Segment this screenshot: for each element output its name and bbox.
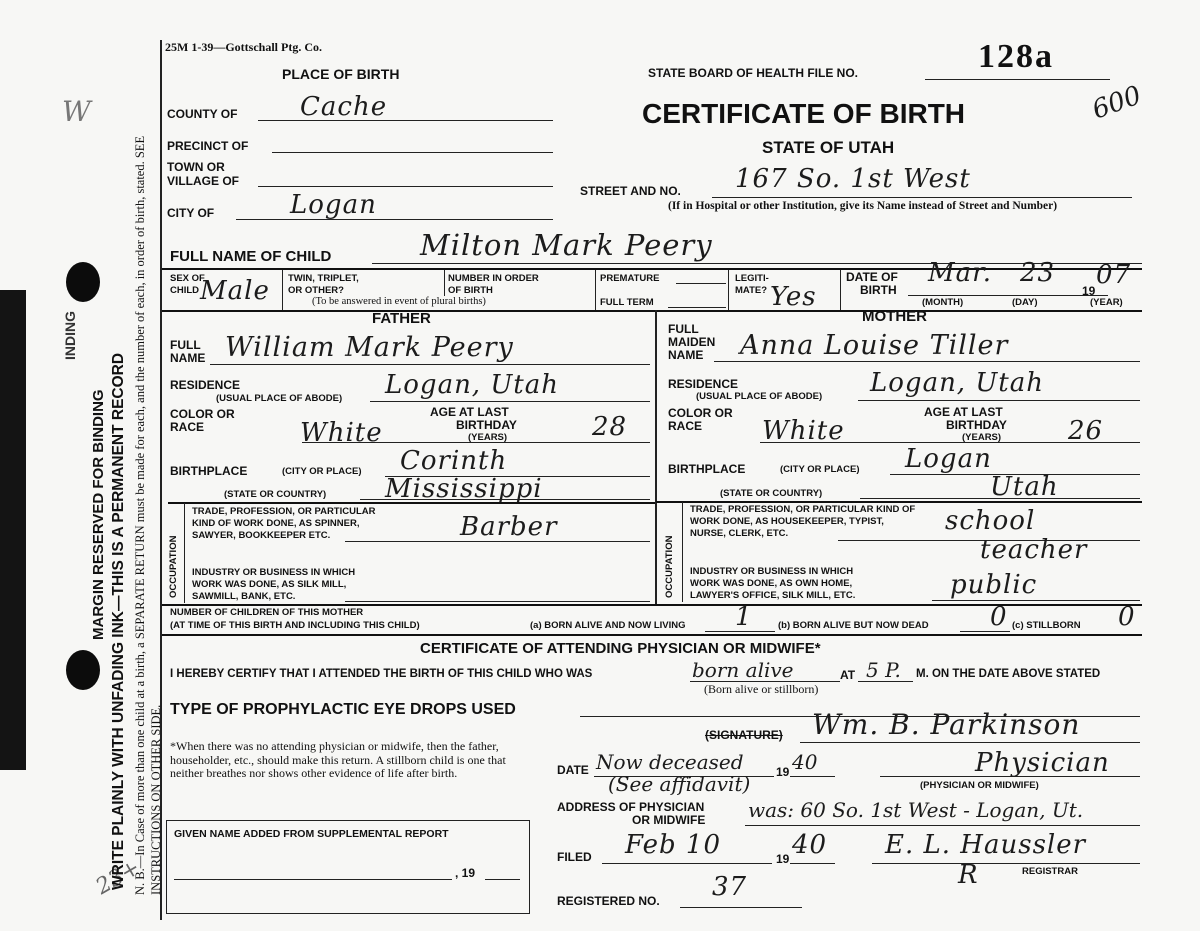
sex-label-2: CHILD xyxy=(170,285,200,296)
filed-year-prefix: 19 xyxy=(776,852,790,866)
city-label: CITY OF xyxy=(167,206,215,220)
stray-number: 600 xyxy=(1088,80,1146,126)
mother-occupation-label: OCCUPATION xyxy=(664,535,675,598)
sex-label: SEX OF xyxy=(170,273,205,284)
filed-label: FILED xyxy=(557,850,592,864)
stray-mark: W xyxy=(62,95,91,128)
eye-drops-label: TYPE OF PROPHYLACTIC EYE DROPS USED xyxy=(170,701,516,718)
father-birth-city: Corinth xyxy=(400,446,508,476)
certificate-title: CERTIFICATE OF BIRTH xyxy=(642,98,966,129)
supplemental-label: GIVEN NAME ADDED FROM SUPPLEMENTAL REPORT xyxy=(174,828,449,840)
year-caption: (YEAR) xyxy=(1090,297,1123,308)
date-note: (See affidavit) xyxy=(608,772,751,796)
father-trade-label-2: KIND OF WORK DONE, AS SPINNER, xyxy=(192,518,360,529)
twin-note: (To be answered in event of plural births) xyxy=(312,296,486,307)
address-label-2: OR MIDWIFE xyxy=(632,813,706,827)
mother-residence-value: Logan, Utah xyxy=(870,368,1044,398)
born-caption: (Born alive or stillborn) xyxy=(704,682,819,696)
state-heading: STATE OF UTAH xyxy=(762,138,895,157)
premature-label: PREMATURE xyxy=(600,273,660,284)
stray-mark: 23+ xyxy=(91,855,145,900)
order-label-2: OF BIRTH xyxy=(448,285,493,296)
physician-title-caption: (PHYSICIAN OR MIDWIFE) xyxy=(920,780,1039,791)
mother-city-caption: (CITY OR PLACE) xyxy=(780,464,860,475)
mother-age-label-2: BIRTHDAY xyxy=(946,418,1007,432)
physician-heading: CERTIFICATE OF ATTENDING PHYSICIAN OR MIDWIFE* xyxy=(420,640,821,657)
punch-hole xyxy=(66,262,100,302)
father-residence-value: Logan, Utah xyxy=(385,370,559,400)
day-caption: (DAY) xyxy=(1012,297,1038,308)
margin-instructions: N. B.—In Case of more than one child at a birth, a SEPARATE RETURN must be made for each, and the number of each, in order of birth, stated. SEE INSTRUCTIONS ON OTHER SIDE. xyxy=(133,135,163,895)
date-year-prefix: 19 xyxy=(776,765,790,779)
city-value: Logan xyxy=(290,190,377,220)
father-name-label: FULL xyxy=(170,338,201,352)
filed-year: 40 xyxy=(792,830,828,860)
stillborn-value: 0 xyxy=(1118,602,1136,632)
town-label: TOWN OR xyxy=(167,160,225,174)
place-of-birth-heading: PLACE OF BIRTH xyxy=(282,66,400,82)
signature-label: (SIGNATURE) xyxy=(705,728,783,742)
county-label: COUNTY OF xyxy=(167,107,238,121)
mother-name-label-3: NAME xyxy=(668,348,704,362)
registrar-label: REGISTRAR xyxy=(1022,866,1078,877)
father-age-label-3: (YEARS) xyxy=(468,432,508,443)
fullterm-label: FULL TERM xyxy=(600,297,654,308)
father-city-caption: (CITY OR PLACE) xyxy=(282,466,362,477)
street-note: (If in Hospital or other Institution, give its Name instead of Street and Number) xyxy=(668,200,1058,212)
mother-trade-value: school xyxy=(945,506,1036,536)
margin-permanent-record: WRITE PLAINLY WITH UNFADING INK—THIS IS A PERMANENT RECORD xyxy=(110,352,127,890)
date-value: Now deceased xyxy=(596,750,744,774)
address-label: ADDRESS OF PHYSICIAN xyxy=(557,800,705,814)
file-no-label: STATE BOARD OF HEALTH FILE NO. xyxy=(648,66,858,80)
mother-abode-label: (USUAL PLACE OF ABODE) xyxy=(696,391,823,402)
mother-industry-label-3: LAWYER'S OFFICE, SILK MILL, ETC. xyxy=(690,590,856,601)
child-name-label: FULL NAME OF CHILD xyxy=(170,248,332,265)
filed-date: Feb 10 xyxy=(625,830,721,860)
father-age-label: AGE AT LAST xyxy=(430,405,509,419)
father-color-label: COLOR OR xyxy=(170,407,235,421)
twin-label: TWIN, TRIPLET, xyxy=(288,273,359,284)
born-dead-label: (b) BORN ALIVE BUT NOW DEAD xyxy=(778,620,929,631)
father-age-value: 28 xyxy=(592,412,628,442)
margin-reserved: MARGIN RESERVED FOR BINDING xyxy=(90,389,107,640)
physician-address: was: 60 So. 1st West - Logan, Ut. xyxy=(748,798,1084,822)
column-divider xyxy=(655,310,657,606)
dob-day: 23 xyxy=(1020,258,1056,288)
mother-residence-label: RESIDENCE xyxy=(668,377,739,391)
mother-trade-label: TRADE, PROFESSION, OR PARTICULAR KIND OF xyxy=(690,504,916,515)
precinct-label: PRECINCT OF xyxy=(167,139,249,153)
mother-heading: MOTHER xyxy=(862,308,927,325)
month-caption: (MONTH) xyxy=(922,297,964,308)
legitimate-label: LEGITI- xyxy=(735,273,769,284)
child-name-value: Milton Mark Peery xyxy=(420,228,713,262)
dob-label-2: BIRTH xyxy=(860,283,897,297)
dob-year-prefix: 19 xyxy=(1082,284,1096,298)
registrar-signature: E. L. Haussler xyxy=(885,830,1087,860)
father-occupation-label: OCCUPATION xyxy=(168,535,179,598)
file-no-value: 128a xyxy=(978,38,1054,75)
registrar-initials: R xyxy=(958,860,979,890)
birth-time: 5 P. xyxy=(866,658,901,682)
legitimate-value: Yes xyxy=(770,282,817,312)
father-heading: FATHER xyxy=(372,310,431,327)
born-dead-value: 0 xyxy=(990,602,1008,632)
father-birth-state: Mississippi xyxy=(385,474,543,504)
supplemental-year: , 19 xyxy=(455,866,476,880)
father-trade-value: Barber xyxy=(460,512,558,542)
stillborn-label: (c) STILLBORN xyxy=(1012,620,1081,631)
born-alive-status: born alive xyxy=(692,658,794,682)
twin-label-2: OR OTHER? xyxy=(288,285,344,296)
registered-number: 37 xyxy=(712,872,748,902)
mother-color-value: White xyxy=(762,416,845,446)
date-label: DATE xyxy=(557,763,589,777)
dob-year: 07 xyxy=(1096,260,1132,290)
children-label: NUMBER OF CHILDREN OF THIS MOTHER xyxy=(170,607,364,618)
dob-month: Mar. xyxy=(928,258,992,288)
mother-age-value: 26 xyxy=(1068,416,1104,446)
certify-text-end: M. ON THE DATE ABOVE STATED xyxy=(916,668,1101,680)
legitimate-label-2: MATE? xyxy=(735,285,768,296)
born-alive-label: (a) BORN ALIVE AND NOW LIVING xyxy=(530,620,686,631)
mother-color-label-2: RACE xyxy=(668,419,703,433)
order-label: NUMBER IN ORDER xyxy=(448,273,539,284)
mother-trade-label-3: NURSE, CLERK, ETC. xyxy=(690,528,789,539)
mother-birthplace-label: BIRTHPLACE xyxy=(668,462,746,476)
mother-birth-state: Utah xyxy=(990,472,1059,502)
mother-name-label: FULL xyxy=(668,322,699,336)
born-alive-value: 1 xyxy=(735,602,753,632)
mother-name-value: Anna Louise Tiller xyxy=(740,330,1009,361)
registered-label: REGISTERED NO. xyxy=(557,894,660,908)
father-color-label-2: RACE xyxy=(170,420,205,434)
children-label-2: (AT TIME OF THIS BIRTH AND INCLUDING THIS CHILD) xyxy=(170,620,420,631)
mother-trade-label-2: WORK DONE, AS HOUSEKEEPER, TYPIST, xyxy=(690,516,884,527)
father-industry-label-2: WORK WAS DONE, AS SILK MILL, xyxy=(192,579,347,590)
mother-birth-city: Logan xyxy=(905,444,992,474)
certify-text: I HEREBY CERTIFY THAT I ATTENDED THE BIRTH OF THIS CHILD WHO WAS xyxy=(170,668,593,680)
punch-hole xyxy=(66,650,100,690)
village-label: VILLAGE OF xyxy=(167,174,239,188)
physician-title: Physician xyxy=(975,748,1110,778)
mother-industry-value: public xyxy=(950,570,1038,600)
father-name-value: William Mark Peery xyxy=(225,332,514,363)
margin-partial: INDING xyxy=(62,311,78,360)
dob-label: DATE OF xyxy=(846,270,898,284)
father-industry-label-3: SAWMILL, BANK, ETC. xyxy=(192,591,296,602)
binding-shadow xyxy=(0,290,26,770)
father-trade-label: TRADE, PROFESSION, OR PARTICULAR xyxy=(192,506,376,517)
father-state-caption: (STATE OR COUNTRY) xyxy=(224,489,327,500)
printer-line: 25M 1-39—Gottschall Ptg. Co. xyxy=(165,40,322,54)
father-trade-label-3: SAWYER, BOOKKEEPER ETC. xyxy=(192,530,331,541)
father-age-label-2: BIRTHDAY xyxy=(456,418,517,432)
mother-industry-label-2: WORK WAS DONE, AS OWN HOME, xyxy=(690,578,853,589)
sex-value: Male xyxy=(200,276,270,306)
father-industry-label: INDUSTRY OR BUSINESS IN WHICH xyxy=(192,567,356,578)
father-abode-label: (USUAL PLACE OF ABODE) xyxy=(216,393,343,404)
physician-signature: Wm. B. Parkinson xyxy=(812,708,1081,741)
father-residence-label: RESIDENCE xyxy=(170,378,241,392)
at-label: AT xyxy=(840,668,856,682)
mother-industry-label: INDUSTRY OR BUSINESS IN WHICH xyxy=(690,566,854,577)
mother-age-label-3: (YEARS) xyxy=(962,432,1002,443)
mother-color-label: COLOR OR xyxy=(668,406,733,420)
street-value: 167 So. 1st West xyxy=(735,164,971,194)
mother-name-label-2: MAIDEN xyxy=(668,335,716,349)
father-name-label-2: NAME xyxy=(170,351,206,365)
footnote: *When there was no attending physician or midwife, then the father, householder, etc., should make this return. A stillborn child is one that neither breathes nor shows other evidence of life after birth. xyxy=(170,739,506,780)
mother-age-label: AGE AT LAST xyxy=(924,405,1003,419)
county-value: Cache xyxy=(300,92,388,122)
form-left-border xyxy=(160,40,162,920)
mother-trade-value-2: teacher xyxy=(980,535,1088,565)
street-label: STREET AND NO. xyxy=(580,184,681,198)
mother-state-caption: (STATE OR COUNTRY) xyxy=(720,488,823,499)
father-birthplace-label: BIRTHPLACE xyxy=(170,464,248,478)
date-year: 40 xyxy=(792,750,818,774)
father-color-value: White xyxy=(300,418,383,448)
